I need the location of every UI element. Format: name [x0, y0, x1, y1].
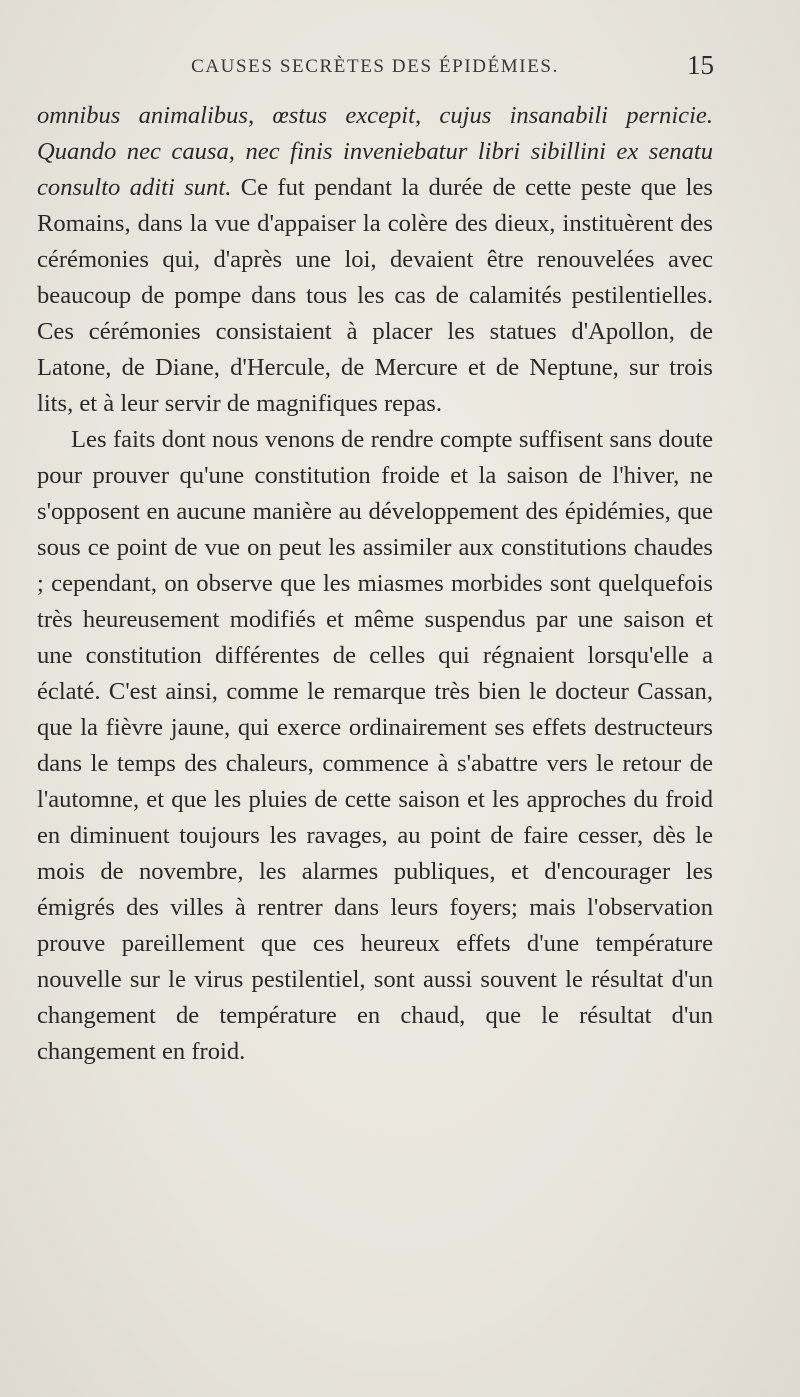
running-title: CAUSES SECRÈTES DES ÉPIDÉMIES.	[191, 56, 559, 77]
paragraph-1	[37, 98, 713, 422]
body-text	[37, 98, 713, 1070]
paragraph-1-text: Ce fut pendant la durée de cette peste que les Romains, dans la vue d'appaiser la colère des dieux, instituèrent des cérémonies qui, d'après une loi, devaient être renouvelées avec beaucoup de pompe dans tous les cas de calamités pestilentielles. Ces cérémonies consistaient à placer les statues d'Apollon, de Latone, de Diane, d'Hercule, de Mercure et de Neptune, sur trois lits, et à leur servir de magnifiques repas.	[37, 174, 713, 417]
page-number: 15	[687, 50, 714, 80]
page-header	[36, 50, 714, 90]
paragraph-2: Les faits dont nous venons de rendre compte suffisent sans doute pour prouver qu'une constitution froide et la saison de l'hiver, ne s'opposent en aucune manière au développement des épidémies, que sous ce point de vue on peut les assimiler aux constitutions chaudes ; cependant, on observe que les miasmes morbides sont quelquefois très heureusement modifiés et même suspendus par une saison et une constitution différentes de celles qui régnaient lorsqu'elle a éclaté. C'est ainsi, comme le remarque très bien le docteur Cassan, que la fièvre jaune, qui exerce ordinairement ses effets destructeurs dans le temps des chaleurs, commence à s'abattre vers le retour de l'automne, et que les pluies de cette saison et les approches du froid en diminuent toujours les ravages, au point de faire cesser, dès le mois de novembre, les alarmes publiques, et d'encourager les émigrés des villes à rentrer dans leurs foyers; mais l'observation prouve pareillement que ces heureux effets d'une température nouvelle sur le virus pestilentiel, sont aussi souvent le résultat d'un changement de température en chaud, que le résultat d'un changement en froid.	[37, 426, 713, 1065]
latin-quotation: omnibus animalibus, œstus excepit, cujus insanabili pernicie. Quando nec causa, nec finis inveniebatur libri sibillini ex senatu consulto aditi sunt.	[37, 102, 713, 201]
